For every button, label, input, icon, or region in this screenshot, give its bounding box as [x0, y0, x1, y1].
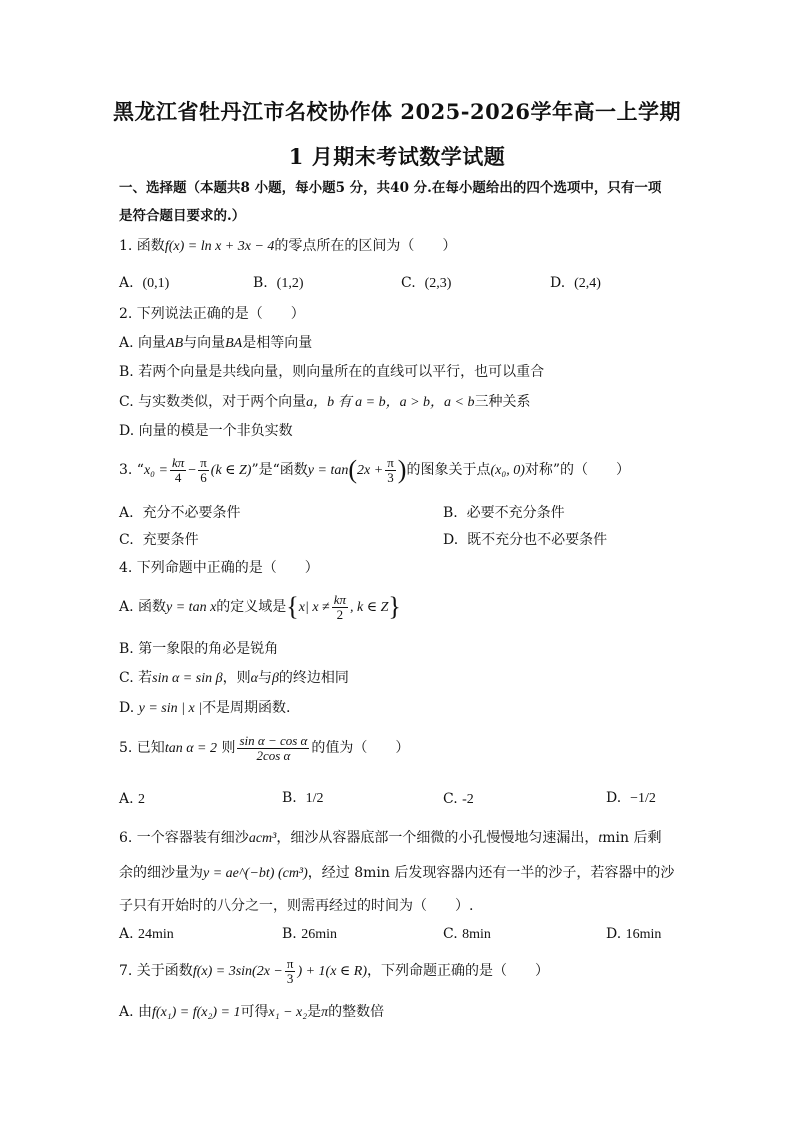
q5-option-d: D. −1/2: [606, 790, 656, 806]
q5-option-b: B. 1/2: [282, 790, 324, 806]
question-1-stem: [119, 237, 456, 256]
q3-option-c: C. 充要条件: [119, 532, 199, 548]
q2-option-b: B. 若两个向量是共线向量，则向量所在的直线可以平行，也可以重合: [119, 364, 545, 380]
q4-option-c: C. 若sin α = sin β，则α与β的终边相同: [119, 670, 349, 686]
exam-title-line1: 黑龙江省牡丹江市名校协作体 2025-2026学年高一上学期: [113, 99, 681, 124]
question-2-stem: 2. 下列说法正确的是（ ）: [119, 306, 305, 322]
q2-option-d: D. 向量的模是一个非负实数: [119, 423, 293, 439]
question-5-stem: 5. 已知tan α = 2 则 $\frac{\text{sin α − cos α}}{\text{2cos α}}$ 的值为（ ）: [119, 732, 410, 763]
q3-option-b: B. 必要不充分条件: [443, 505, 565, 521]
section-heading-line2: 是符合题目要求的.）: [119, 208, 246, 224]
exam-title-line2: 1 月期末考试数学试题: [288, 144, 506, 169]
question-7-stem: 7. 关于函数f(x) = 3sin(2x − $\frac{\pi}{3}$ ) + 1(x ∈ R)，下列命题正确的是（ ）: [119, 955, 549, 986]
q1-option-a: A. (0,1): [119, 275, 170, 291]
q4-option-d: D. y = sin | x |不是周期函数.: [119, 700, 291, 716]
q5-option-a: A. 2: [119, 791, 146, 807]
q1-formula: f(x) = ln x + 3x − 4: [164, 239, 275, 254]
q6-option-a: A. 24min: [119, 926, 174, 942]
q6-option-d: D. 16min: [606, 926, 662, 942]
q3-option-d: D. 既不充分也不必要条件: [443, 532, 608, 548]
question-4-stem: 4. 下列命题中正确的是（ ）: [119, 560, 319, 576]
q1-prefix: 1. 函数: [119, 238, 165, 254]
q4-option-a: A. 函数y = tan x的定义域是{x| x ≠ $\frac{k\pi}{2}$ , k ∈ Z}: [119, 591, 401, 622]
q1-option-c: C. (2,3): [401, 275, 452, 291]
q6-option-b: B. 26min: [282, 926, 337, 942]
q2-option-c: C. 与实数类似，对于两个向量a，b 有 a = b，a > b，a < b三种关系: [119, 394, 531, 410]
q4-option-b: B. 第一象限的角必是锐角: [119, 641, 279, 657]
question-6-line1: 6. 一个容器装有细沙acm³，细沙从容器底部一个细微的小孔慢慢地匀速漏出，tmin 后剩: [119, 830, 662, 846]
section-heading-line1: 一、选择题（本题共8 小题，每小题5 分，共40 分.在每小题给出的四个选项中，只有一项: [119, 180, 662, 196]
question-3-stem: 3. “x₀ = $\frac{k\pi}{4}$ − $\frac{\pi}{6}$ (k ∈ Z)”是“函数y = tan(2x + $\frac{\pi}{3}$ )的图象关于点(x₀, 0)对称”的（ ）: [119, 454, 631, 485]
q6-option-c: C. 8min: [443, 926, 491, 942]
q2-option-a: A. 向量AB与向量BA是相等向量: [119, 335, 313, 351]
question-6-line3: 子只有开始时的八分之一，则需再经过的时间为（ ）.: [119, 898, 474, 914]
q5-option-c: C. -2: [443, 791, 474, 807]
question-6-line2: 余的细沙量为y = ae^(−bt) (cm³)，经过 8min 后发现容器内还有一半的沙子，若容器中的沙: [119, 865, 675, 881]
q7-option-a: A. 由f(x₁) = f(x₂) = 1可得x₁ − x₂是π的整数倍: [119, 1004, 385, 1020]
q3-option-a: A. 充分不必要条件: [119, 505, 241, 521]
q1-suffix: 的零点所在的区间为（ ）: [274, 238, 457, 254]
q1-option-d: D. (2,4): [550, 275, 601, 291]
q1-option-b: B. (1,2): [253, 275, 304, 291]
